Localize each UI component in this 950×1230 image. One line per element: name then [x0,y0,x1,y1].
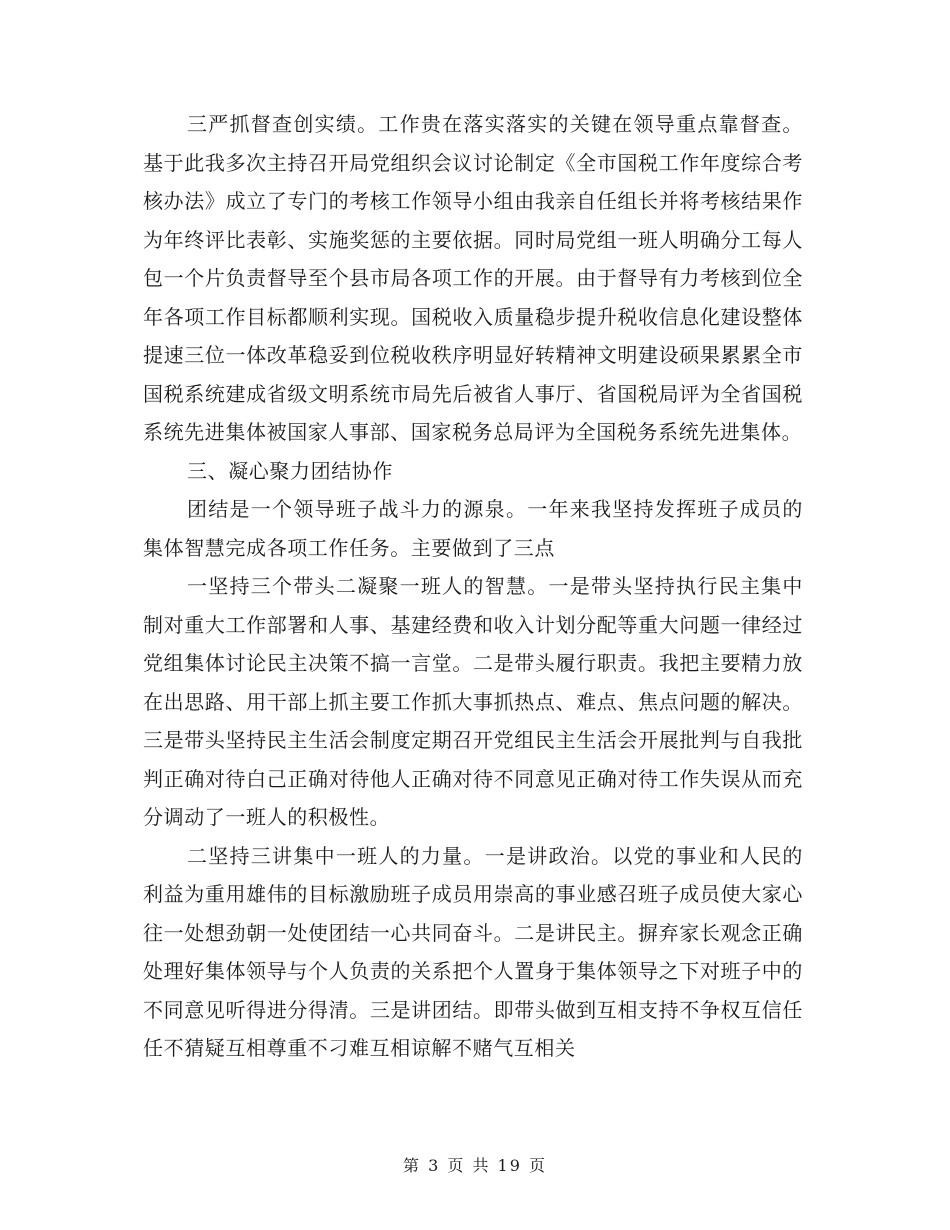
section-heading: 三、凝心聚力团结协作 [187,458,393,483]
paragraph-three-talks: 二坚持三讲集中一班人的力量。一是讲政治。以党的事业和人民的利益为重用雄伟的目标激励班子成员用崇高的事业感召班子成员使大家心往一处想劲朝一处使团结一心共同奋斗。二是讲民主。摒弃家长观念正确处理好集体领导与个人负责的关系把个人置身于集体领导之下对班子中的不同意见听得进分得清。三是讲团结。即带头做到互相支持不争权互信任任不猜疑互相尊重不刁难互相谅解不赌气互相关 [143,843,803,1060]
paragraph-unity-intro: 团结是一个领导班子战斗力的源泉。一年来我坚持发挥班子成员的集体智慧完成各项工作任务。主要做到了三点 [143,497,803,560]
paragraph-supervision: 三严抓督查创实绩。工作贵在落实落实的关键在领导重点靠督查。基于此我多次主持召开局党组织会议讨论制定《全市国税工作年度综合考核办法》成立了专门的考核工作领导小组由我亲自任组长并将考核结果作为年终评比表彰、实施奖惩的主要依据。同时局党组一班人明确分工每人包一个片负责督导至个县市局各项工作的开展。由于督导有力考核到位全年各项工作目标都顺利实现。国税收入质量稳步提升税收信息化建设整体提速三位一体改革稳妥到位税收秩序明显好转精神文明建设硕果累累全市国税系统建成省级文明系统市局先后被省人事厅、省国税局评为全省国税系统先进集体被国家人事部、国家税务总局评为全国税务系统先进集体。 [143,112,803,444]
page-number-footer: 第 3 页 共 19 页 [403,1156,547,1175]
paragraph-three-leads: 一坚持三个带头二凝聚一班人的智慧。一是带头坚持执行民主集中制对重大工作部署和人事、基建经费和收入计划分配等重大问题一律经过党组集体讨论民主决策不搞一言堂。二是带头履行职责。我把主要精力放在出思路、用干部上抓主要工作抓大事抓热点、难点、焦点问题的解决。三是带头坚持民主生活会制度定期召开党组民主生活会开展批判与自我批判正确对待白己正确对待他人正确对待不同意见正确对待工作失误从而充分调动了一班人的积极性。 [143,574,803,829]
document-body [143,105,803,1068]
